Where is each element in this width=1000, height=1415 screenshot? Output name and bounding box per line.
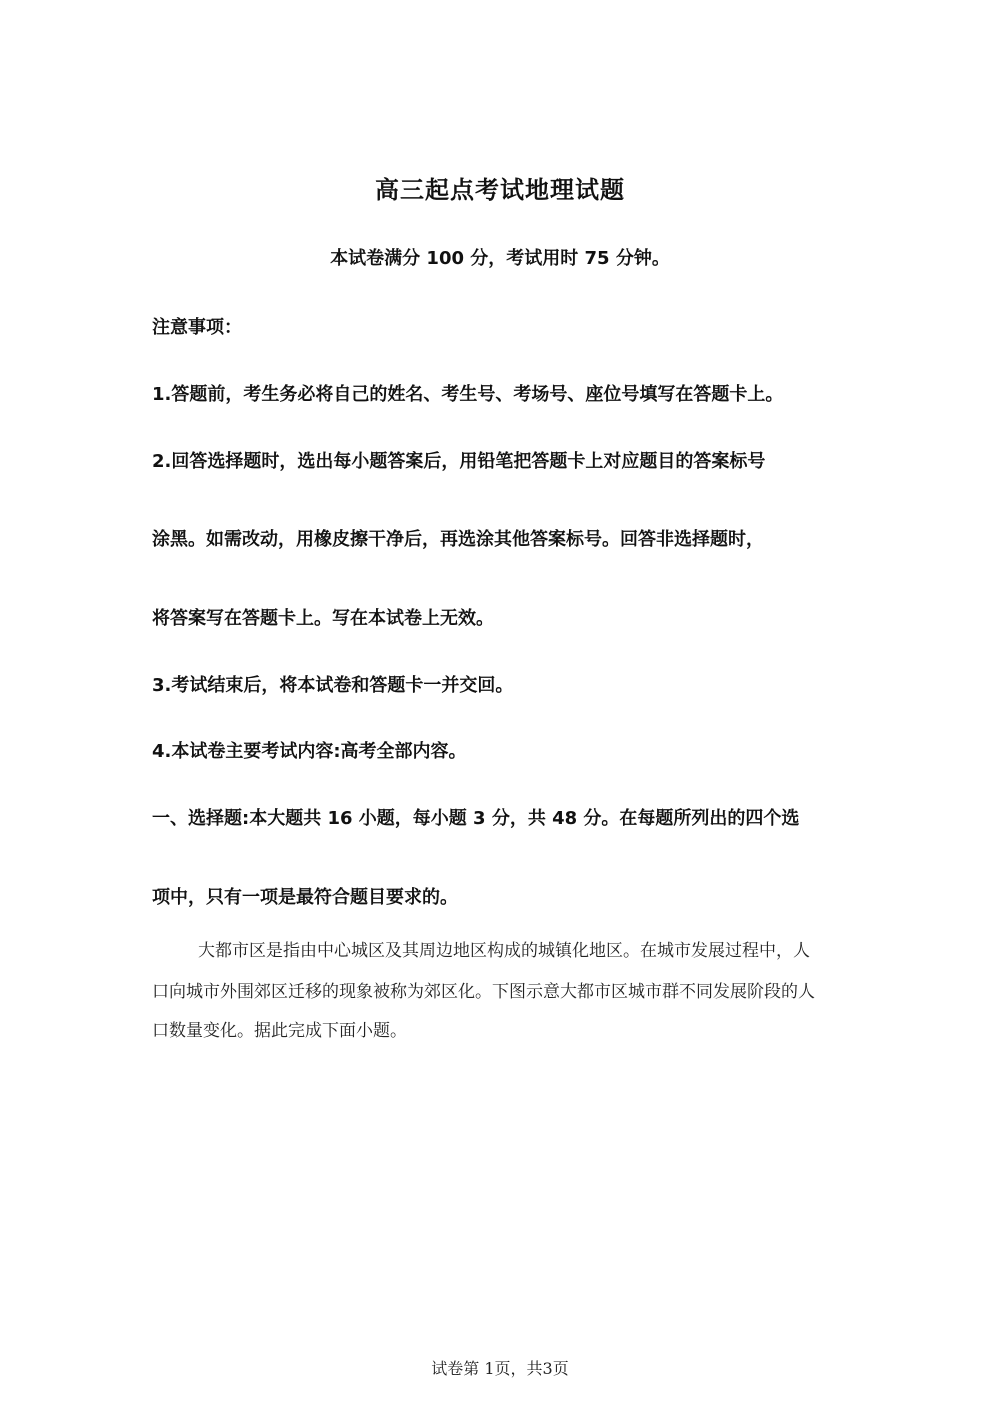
exam-info: 本试卷满分 100 分，考试用时 75 分钟。 (330, 248, 670, 269)
notice-item-1: 1.答题前，考生务必将自己的姓名、考生号、考场号、座位号填写在答题卡上。 (152, 384, 784, 405)
notice-item-3: 3.考试结束后，将本试卷和答题卡一并交回。 (152, 675, 514, 696)
passage-line-2: 口向城市外围郊区迁移的现象被称为郊区化。下图示意大都市区城市群不同发展阶段的人 (152, 982, 815, 1002)
notice-item-2-line-3: 将答案写在答题卡上。写在本试卷上无效。 (152, 608, 494, 629)
section-heading-line-1: 一、选择题:本大题共 16 小题，每小题 3 分，共 48 分。在每题所列出的四个选 (152, 808, 800, 829)
page-footer: 试卷第 1页，共3页 (431, 1359, 569, 1378)
passage-line-3: 口数量变化。据此完成下面小题。 (152, 1021, 407, 1041)
passage-line-1: 大都市区是指由中心城区及其周边地区构成的城镇化地区。在城市发展过程中，人 (198, 941, 810, 961)
section-heading-line-2: 项中，只有一项是最符合题目要求的。 (152, 887, 458, 908)
notice-heading: 注意事项： (152, 317, 242, 338)
notice-item-4: 4.本试卷主要考试内容:高考全部内容。 (152, 741, 467, 762)
notice-item-2-line-2: 涂黑。如需改动，用橡皮擦干净后，再选涂其他答案标号。回答非选择题时， (152, 529, 764, 550)
page-title: 高三起点考试地理试题 (375, 176, 625, 204)
notice-item-2-line-1: 2.回答选择题时，选出每小题答案后，用铅笔把答题卡上对应题目的答案标号 (152, 451, 766, 472)
